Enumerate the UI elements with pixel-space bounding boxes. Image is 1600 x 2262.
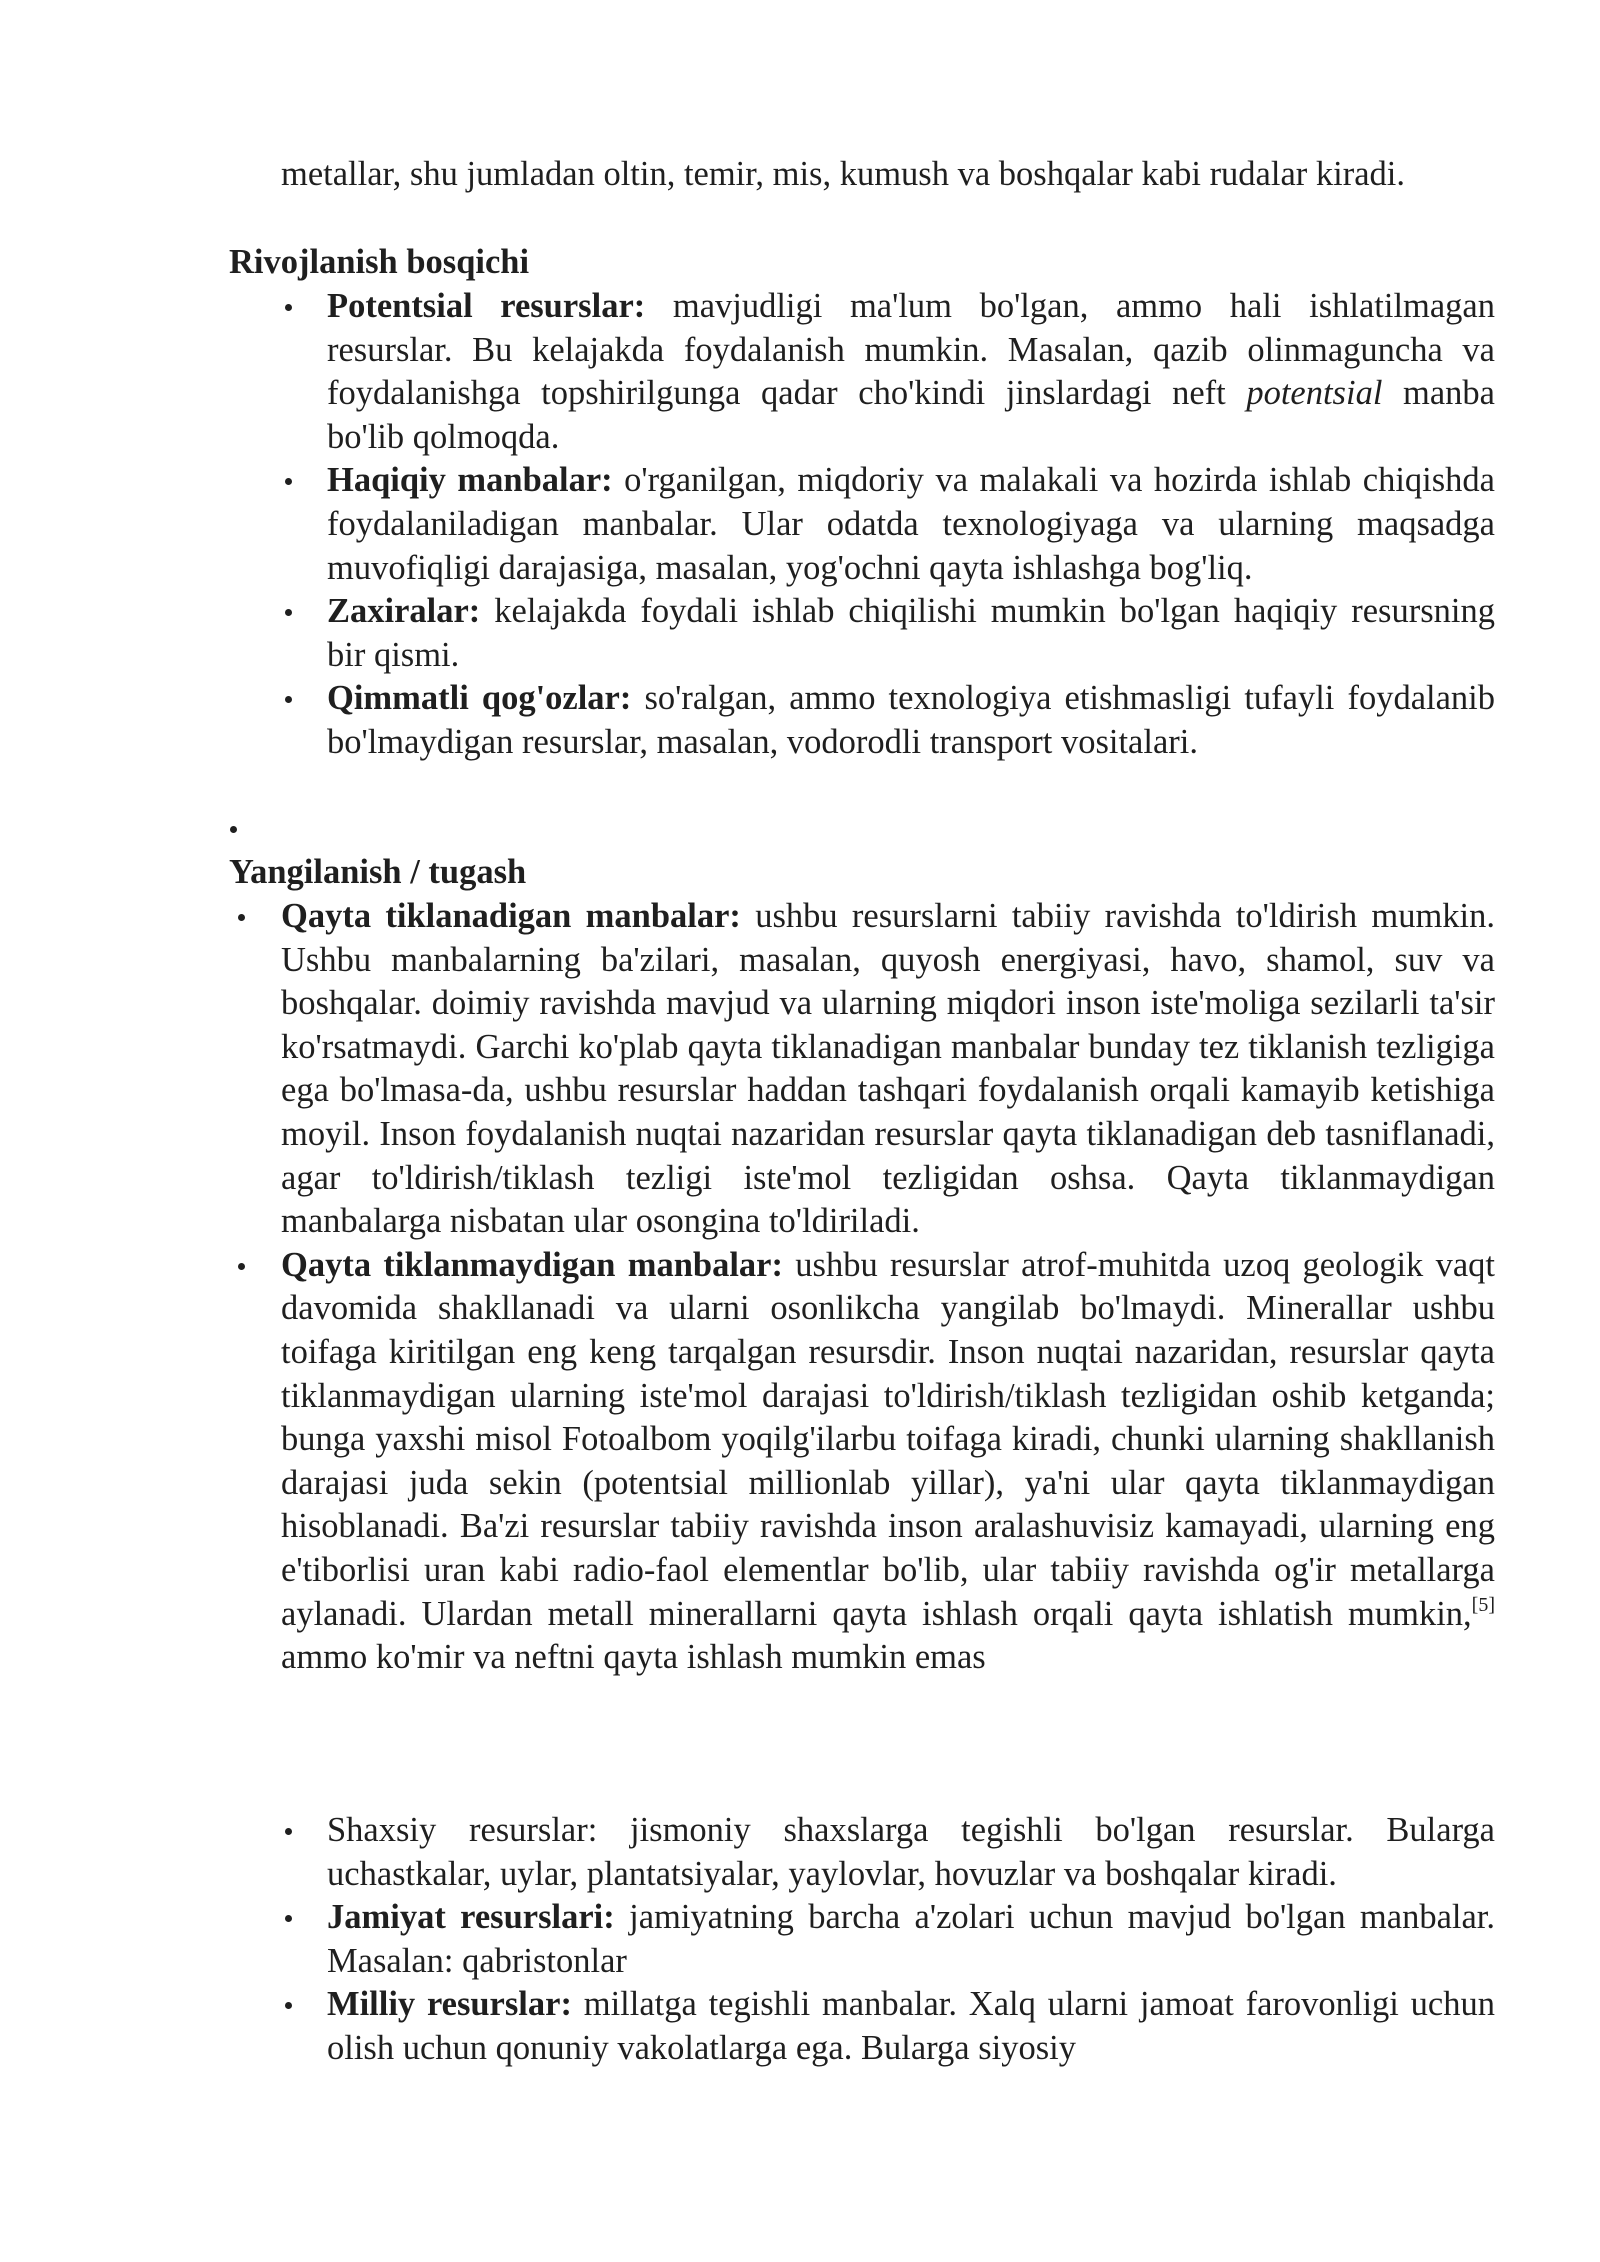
item-term: Zaxiralar:: [327, 592, 481, 631]
item-text: o'rganilgan, miqdoriy va malakali va hozirda ishlab chiqishda foydalaniladigan manbalar. Ular odatda texnologiyaga va ularning maqsadga muvofiqligi darajasiga, masalan, yog'ochni qayta ishlashga bog'liq.: [327, 461, 1495, 587]
list-item: [327, 1809, 1495, 1896]
item-term: Qayta tiklanmaydigan manbalar:: [281, 1245, 783, 1284]
item-text: ushbu resurslarni tabiiy ravishda to'ldirish mumkin. Ushbu manbalarning ba'zilari, masalan, quyosh energiyasi, havo, shamol, suv va boshqalar. doimiy ravishda mavjud va ularning miqdori inson iste'moliga sezilarli ta'sir ko'rsatmaydi. Garchi ko'plab qayta tiklanadigan manbalar bunday tez tiklanish tezligiga ega bo'lmasa-da, ushbu resurslar haddan tashqari foydalanish orqali kamayib ketishiga moyil. Inson foydalanish nuqtai nazaridan resurslar qayta tiklanadigan deb tasniflanadi, agar to'ldirish/tiklash tezligi iste'mol tezligidan oshsa. Qayta tiklanmaydigan manbalarga nisbatan ular osongina to'ldiriladi.: [281, 897, 1495, 1241]
item-text-end: manba bo'lib qolmoqda.: [327, 374, 1495, 456]
empty-bullet: [230, 826, 237, 833]
renewal-list: [281, 895, 1495, 1680]
reference-marker: [5]: [1471, 1593, 1495, 1616]
list-item: [327, 1896, 1495, 1983]
item-text: jamiyatning barcha a'zolari uchun mavjud bo'lgan manbalar. Masalan: qabristonlar: [327, 1898, 1495, 1980]
item-text: Shaxsiy resurslar: jismoniy shaxslarga tegishli bo'lgan resurslar. Bularga uchastkalar, uylar, plantatsiyalar, yaylovlar, hovuzlar va boshqalar kiradi.: [327, 1811, 1495, 1893]
item-text-end: ammo ko'mir va neftni qayta ishlash mumkin emas: [281, 1638, 986, 1677]
list-item: [327, 459, 1495, 590]
item-term: Haqiqiy manbalar:: [327, 461, 613, 500]
item-text: so'ralgan, ammo texnologiya etishmasligi tufayli foydalanib bo'lmaydigan resurslar, masalan, vodorodli transport vositalari.: [327, 679, 1495, 761]
item-text: millatga tegishli manbalar. Xalq ularni jamoat farovonligi uchun olish uchun qonuniy vakolatlarga ega. Bularga siyosiy: [327, 1985, 1495, 2067]
item-italic: potentsial: [1246, 374, 1383, 413]
development-stage-list: [327, 285, 1495, 765]
item-term: Milliy resurslar:: [327, 1985, 572, 2024]
item-text: ushbu resurslar atrof-muhitda uzoq geologik vaqt davomida shakllanadi va ularni osonlikcha yangilab bo'lmaydi. Minerallar ushbu toifaga kiritilgan eng keng tarqalgan resursdir. Inson nuqtai nazaridan, resurslar qayta tiklanmaydigan ularning iste'mol darajasi to'ldirish/tiklash tezligidan oshib ketganda; bunga yaxshi misol Fotoalbom yoqilg'ilarbu toifaga kiradi, chunki ularning shakllanish darajasi juda sekin (potentsial millionlab yillar), ya'ni ular qayta tiklanmaydigan hisoblanadi. Ba'zi resurslar tabiiy ravishda inson aralashuvisiz kamayadi, ularning eng e'tiborlisi uran kabi radio-faol elementlar bo'lib, ular tabiiy ravishda og'ir metallarga aylanadi. Ulardan metall minerallarni qayta ishlash orqali qayta ishlatish mumkin,: [281, 1245, 1495, 1633]
section-heading-renewal-depletion: Yangilanish / tugash: [229, 853, 527, 891]
item-term: Qayta tiklanadigan manbalar:: [281, 897, 741, 935]
list-item: [281, 895, 1495, 1244]
item-term: Potentsial resurslar:: [327, 287, 646, 325]
item-text: mavjudligi ma'lum bo'lgan, ammo hali ishlatilmagan resurslar. Bu kelajakda foydalanish mumkin. Masalan, qazib olinmaguncha va foydalanishga topshirilgunga qadar cho'kindi jinslardagi neft: [327, 287, 1495, 413]
list-item: [327, 677, 1495, 764]
item-term: Jamiyat resurslari:: [327, 1898, 615, 1937]
ownership-list: [327, 1809, 1495, 2071]
item-term: Qimmatli qog'ozlar:: [327, 679, 632, 718]
list-item: [327, 590, 1495, 677]
intro-paragraph: metallar, shu jumladan oltin, temir, mis, kumush va boshqalar kabi rudalar kiradi.: [281, 155, 1405, 193]
list-item: [327, 285, 1495, 459]
section-heading-development-stage: Rivojlanish bosqichi: [229, 243, 530, 281]
list-item: [327, 1983, 1495, 2070]
list-item: [281, 1244, 1495, 1680]
item-text: kelajakda foydali ishlab chiqilishi mumkin bo'lgan haqiqiy resursning bir qismi.: [327, 592, 1495, 674]
